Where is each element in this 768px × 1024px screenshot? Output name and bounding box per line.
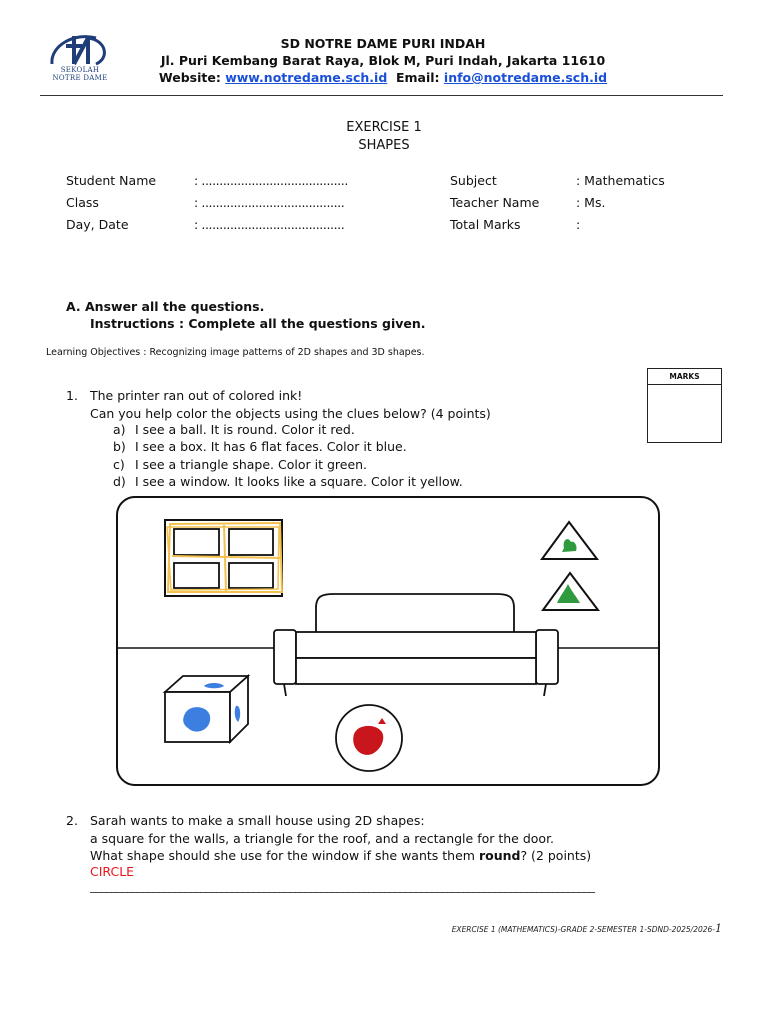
- question-1: [66, 387, 491, 422]
- header-divider: [40, 95, 723, 96]
- teacher-label: Teacher Name: [450, 195, 540, 210]
- ball-icon: [336, 705, 402, 771]
- q1-item-a: a) I see a ball. It is round. Color it red.: [113, 422, 355, 437]
- section-a-heading: A. Answer all the questions.: [66, 299, 265, 314]
- marks-label: MARKS: [648, 369, 721, 385]
- email-link[interactable]: info@notredame.sch.id: [443, 70, 608, 85]
- school-contact: Website: www.notredame.sch.id Email: info@notredame.sch.id: [158, 70, 608, 85]
- school-header: [130, 35, 636, 86]
- exercise-subtitle: SHAPES: [358, 138, 410, 153]
- room-illustration: [116, 496, 660, 786]
- school-address: Jl. Puri Kembang Barat Raya, Blok M, Puri Indah, Jakarta 11610: [160, 53, 606, 68]
- q2-answer: CIRCLE: [90, 864, 135, 879]
- day-date-label: Day, Date: [66, 217, 129, 232]
- question-2: [66, 812, 591, 865]
- total-marks-label: Total Marks: [450, 217, 521, 232]
- footer-text: EXERCISE 1 (MATHEMATICS)-GRADE 2-SEMESTER 1-SDND-2025/2026-: [451, 925, 715, 934]
- q2-line1: Sarah wants to make a small house using 2D shapes:: [90, 813, 425, 828]
- subject-label: Subject: [450, 173, 497, 188]
- section-a-instructions: Instructions : Complete all the questions given.: [90, 316, 426, 331]
- q1-item-c: c) I see a triangle shape. Color it green.: [113, 457, 368, 472]
- q1-line1: The printer ran out of colored ink!: [90, 388, 303, 403]
- q1-line2: Can you help color the objects using the clues below? (4 points): [90, 405, 491, 421]
- page-number: 1: [715, 922, 722, 935]
- q2-line2: a square for the walls, a triangle for the roof, and a rectangle for the door.: [90, 830, 555, 846]
- logo-caption: SEKOLAH NOTRE DAME: [52, 66, 108, 82]
- subject-value: : Mathematics: [576, 173, 665, 188]
- section-a: [66, 298, 426, 332]
- student-name-label: Student Name: [66, 173, 157, 188]
- page-footer: [452, 922, 722, 935]
- q1-number: 1.: [66, 388, 78, 403]
- marks-box: [647, 368, 722, 443]
- q2-number: 2.: [66, 813, 78, 828]
- class-field: : ........................................: [194, 195, 345, 210]
- q1-item-b: b) I see a box. It has 6 flat faces. Color it blue.: [113, 439, 407, 454]
- q2-line3: What shape should she use for the window if she wants them round? (2 points): [90, 848, 592, 863]
- exercise-title: EXERCISE 1: [346, 120, 422, 135]
- total-marks-value: :: [576, 217, 581, 232]
- website-link[interactable]: www.notredame.sch.id: [225, 70, 388, 85]
- class-label: Class: [66, 195, 99, 210]
- day-date-field: : ........................................: [194, 217, 345, 232]
- teacher-value: : Ms.: [576, 195, 606, 210]
- answer-line: ________________________________________________________________________________________________: [90, 878, 594, 893]
- q1-item-d: d) I see a window. It looks like a square. Color it yellow.: [113, 474, 463, 489]
- box-icon: [165, 676, 248, 742]
- window-icon: [165, 520, 282, 596]
- school-name: SD NOTRE DAME PURI INDAH: [280, 36, 486, 51]
- student-name-field: : .........................................: [194, 173, 348, 188]
- learning-objectives: Learning Objectives : Recognizing image patterns of 2D shapes and 3D shapes.: [46, 347, 425, 358]
